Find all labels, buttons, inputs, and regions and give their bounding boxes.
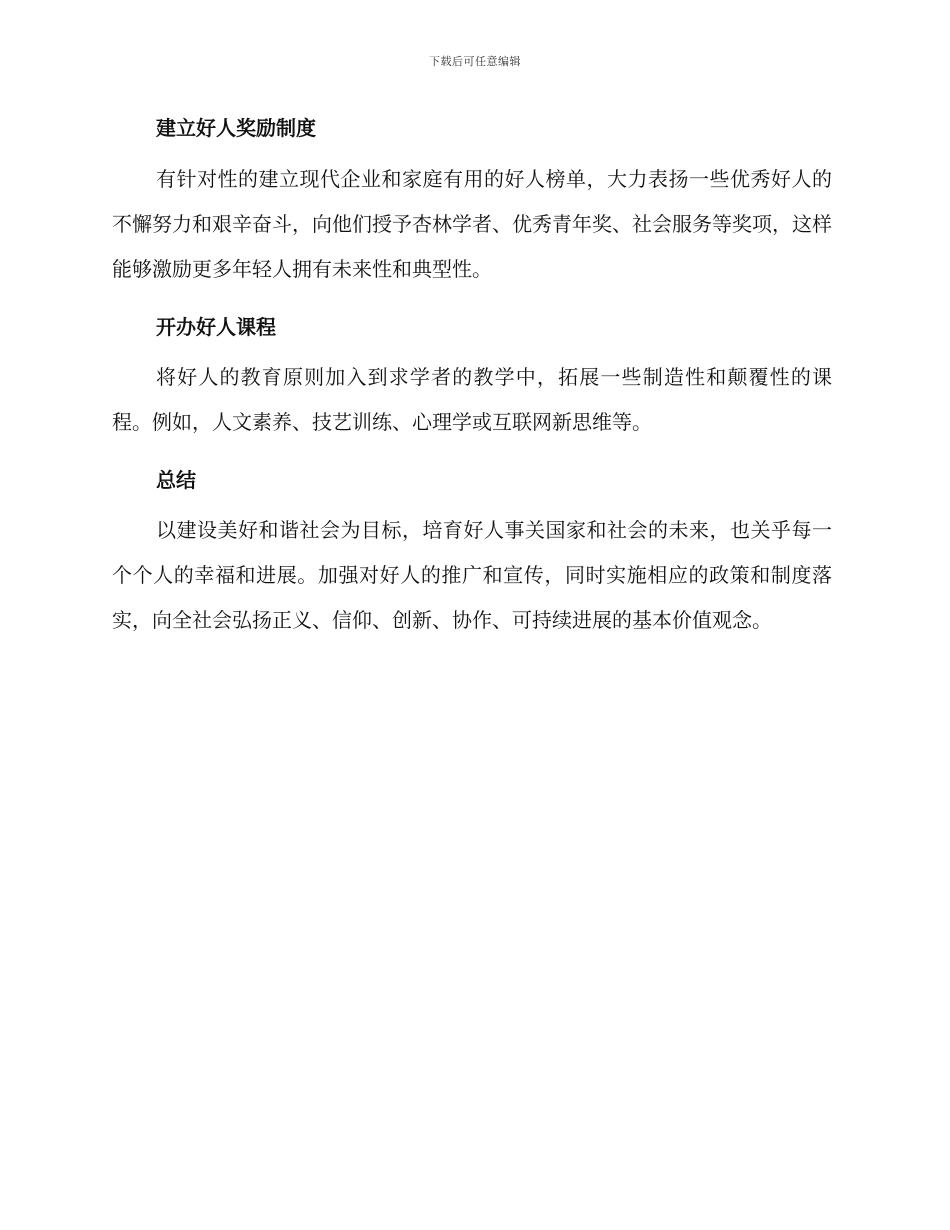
section-paragraph: 有针对性的建立现代企业和家庭有用的好人榜单，大力表扬一些优秀好人的不懈努力和艰辛奋斗，向他们授予杏林学者、优秀青年奖、社会服务等奖项，这样能够激励更多年轻人拥有未来性和典型性。 (112, 167, 832, 281)
section-heading: 开办好人课程 (156, 315, 276, 339)
section-heading: 总结 (156, 468, 196, 492)
section-summary (112, 465, 832, 643)
section-courses (112, 312, 832, 445)
section-paragraph: 将好人的教育原则加入到求学者的教学中，拓展一些制造性和颠覆性的课程。例如，人文素养、技艺训练、心理学或互联网新思维等。 (112, 365, 832, 434)
document-body (112, 113, 832, 643)
section-heading: 建立好人奖励制度 (156, 116, 316, 140)
page-header-note: 下载后可任意编辑 (429, 55, 521, 68)
section-paragraph: 以建设美好和谐社会为目标，培育好人事关国家和社会的未来，也关乎每一个个人的幸福和进展。加强对好人的推广和宣传，同时实施相应的政策和制度落实，向全社会弘扬正义、信仰、创新、协作、可持续进展的基本价值观念。 (112, 518, 832, 632)
section-reward-system (112, 113, 832, 292)
